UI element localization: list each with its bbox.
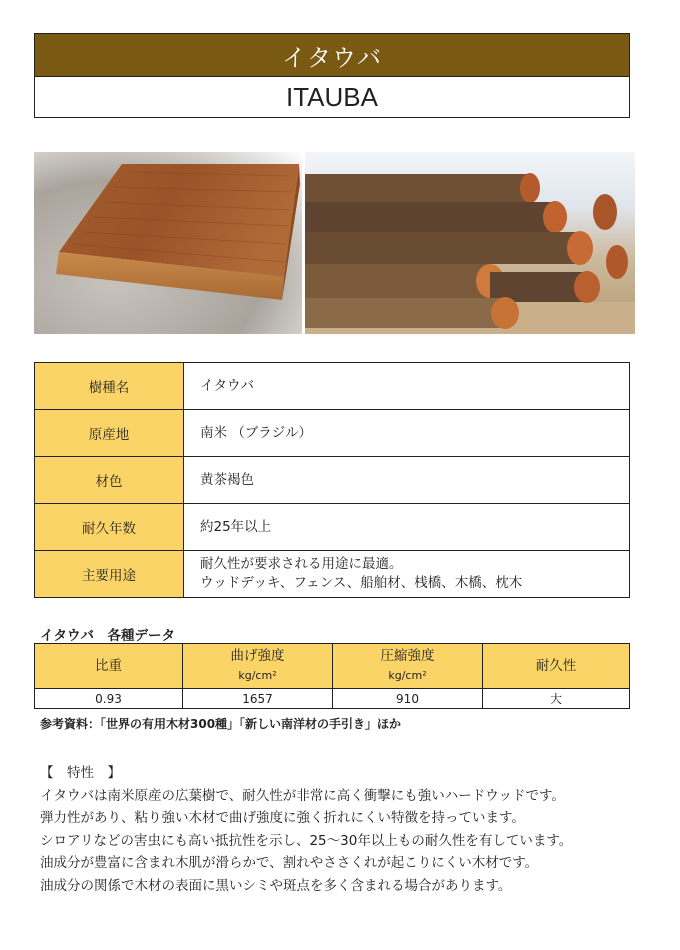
title-english: ITAUBA	[35, 76, 629, 118]
info-key-durability-years: 耐久年数	[35, 504, 184, 551]
header-unit: kg/cm²	[238, 669, 277, 682]
main-uses-line-2: ウッドデッキ、フェンス、船舶材、桟橋、木橋、枕木	[200, 575, 523, 591]
main-uses-line-1: 耐久性が要求される用途に最適。	[200, 556, 403, 572]
info-value-species: イタウバ	[184, 363, 630, 410]
header-label: 圧縮強度	[380, 648, 435, 664]
features-section	[40, 762, 572, 897]
info-key-main-uses: 主要用途	[35, 551, 184, 598]
wood-info-table	[34, 362, 630, 598]
header-label: 比重	[95, 657, 122, 674]
info-value-durability-years: 約25年以上	[184, 504, 630, 551]
value-bending-strength: 1657	[183, 689, 333, 709]
table-row	[35, 504, 630, 551]
header-durability	[483, 644, 630, 689]
data-table-title: イタウバ 各種データ	[40, 628, 175, 644]
header-label: 曲げ強度	[230, 648, 285, 664]
value-specific-gravity: 0.93	[35, 689, 183, 709]
feature-line: 油成分の関係で木材の表面に黒いシミや斑点を多く含まれる場合があります。	[40, 877, 512, 894]
feature-line: 油成分が豊富に含まれ木肌が滑らかで、割れやささくれが起こりにくい木材です。	[40, 855, 539, 871]
features-title: 【 特性 】	[40, 765, 121, 781]
info-value-origin: 南米 （ブラジル）	[184, 410, 630, 457]
table-row	[35, 363, 630, 410]
logs-photo	[305, 152, 635, 334]
table-row	[35, 689, 630, 709]
header-bending-strength	[183, 644, 333, 689]
header-compressive-strength	[333, 644, 483, 689]
header-label: 耐久性	[535, 657, 577, 674]
info-key-origin: 原産地	[35, 410, 184, 457]
info-key-species: 樹種名	[35, 363, 184, 410]
header-specific-gravity	[35, 644, 183, 689]
reference-note: 参考資料：「世界の有用木材300種」「新しい南洋材の手引き」ほか	[40, 717, 402, 731]
table-row	[35, 551, 630, 598]
title-japanese: イタウバ	[35, 34, 629, 76]
info-value-color: 黄茶褐色	[184, 457, 630, 504]
table-row	[35, 457, 630, 504]
table-header-row	[35, 644, 630, 689]
value-durability: 大	[483, 689, 630, 709]
table-row	[35, 410, 630, 457]
properties-data-table	[34, 643, 630, 709]
info-key-color: 材色	[35, 457, 184, 504]
value-compressive-strength: 910	[333, 689, 483, 709]
feature-line: イタウバは南米原産の広葉樹で、耐久性が非常に高く衝撃にも強いハードウッドです。	[40, 787, 565, 804]
header-unit: kg/cm²	[388, 669, 427, 682]
plank-photo	[34, 152, 302, 334]
feature-line: 弾力性があり、粘り強い木材で曲げ強度に強く折れにくい特徴を持っています。	[40, 810, 525, 826]
feature-line: シロアリなどの害虫にも高い抵抗性を示し、25～30年以上もの耐久性を有しています。	[40, 832, 573, 849]
info-value-main-uses	[184, 551, 630, 598]
title-box	[34, 33, 630, 118]
